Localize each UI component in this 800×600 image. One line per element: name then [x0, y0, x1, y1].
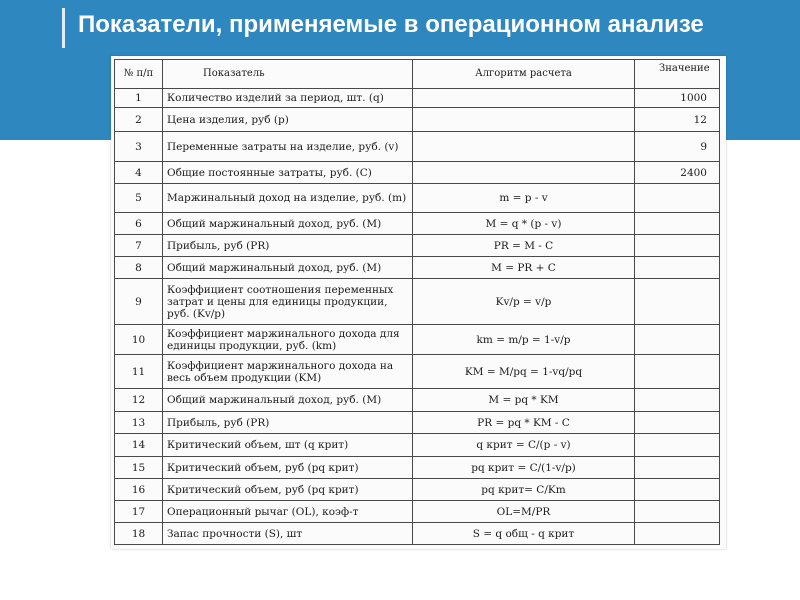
row-number-cell: 7	[115, 235, 163, 257]
algorithm-cell: М = pq * KM	[413, 389, 635, 412]
algorithm-cell	[413, 132, 635, 162]
table-row	[115, 355, 720, 389]
value-cell	[635, 523, 720, 545]
algorithm-cell: Kv/p = v/p	[413, 279, 635, 325]
indicator-name-cell: Общие постоянные затраты, руб. (С)	[163, 162, 413, 184]
value-cell	[635, 389, 720, 412]
row-number-cell: 1	[115, 89, 163, 108]
indicator-name-cell: Критический объем, руб (pq крит)	[163, 479, 413, 501]
algorithm-cell: OL=M/PR	[413, 501, 635, 523]
row-number-cell: 6	[115, 213, 163, 235]
value-cell	[635, 213, 720, 235]
row-number-cell: 18	[115, 523, 163, 545]
table-row	[115, 257, 720, 279]
value-cell: 1000	[635, 89, 720, 108]
table-row	[115, 184, 720, 213]
algorithm-cell	[413, 108, 635, 132]
algorithm-cell: km = m/p = 1-v/p	[413, 325, 635, 355]
indicator-name-cell: Коэффициент маржинального дохода для единицы продукции, руб. (km)	[163, 325, 413, 355]
row-number-cell: 5	[115, 184, 163, 213]
table-row	[115, 132, 720, 162]
row-number-cell: 10	[115, 325, 163, 355]
algorithm-cell: М = q * (p - v)	[413, 213, 635, 235]
algorithm-cell: m = p - v	[413, 184, 635, 213]
value-cell: 12	[635, 108, 720, 132]
row-number-cell: 13	[115, 412, 163, 434]
row-number-cell: 4	[115, 162, 163, 184]
value-cell	[635, 184, 720, 213]
value-cell	[635, 479, 720, 501]
indicator-name-cell: Операционный рычаг (OL), коэф-т	[163, 501, 413, 523]
table-row	[115, 89, 720, 108]
row-number-cell: 2	[115, 108, 163, 132]
algorithm-cell	[413, 89, 635, 108]
value-cell: 2400	[635, 162, 720, 184]
table-row	[115, 523, 720, 545]
indicator-name-cell: Общий маржинальный доход, руб. (М)	[163, 213, 413, 235]
algorithm-cell: q крит = C/(p - v)	[413, 434, 635, 457]
page-title: Показатели, применяемые в операционном анализе	[78, 11, 704, 38]
table-row	[115, 457, 720, 479]
row-number-cell: 15	[115, 457, 163, 479]
column-header-algorithm: Алгоритм расчета	[413, 60, 635, 89]
value-cell	[635, 279, 720, 325]
value-cell	[635, 257, 720, 279]
value-cell	[635, 457, 720, 479]
indicator-name-cell: Коэффициент маржинального дохода на весь объем продукции (KM)	[163, 355, 413, 389]
row-number-cell: 8	[115, 257, 163, 279]
algorithm-cell: pq крит= C/Km	[413, 479, 635, 501]
column-header-value: Значение	[635, 60, 720, 89]
table-row	[115, 479, 720, 501]
table-row	[115, 325, 720, 355]
row-number-cell: 9	[115, 279, 163, 325]
value-cell	[635, 325, 720, 355]
column-header-indicator: Показатель	[163, 60, 413, 89]
table-row	[115, 162, 720, 184]
indicator-name-cell: Количество изделий за период, шт. (q)	[163, 89, 413, 108]
indicator-name-cell: Общий маржинальный доход, руб. (М)	[163, 389, 413, 412]
table-row	[115, 501, 720, 523]
value-cell	[635, 501, 720, 523]
indicator-name-cell: Маржинальный доход на изделие, руб. (m)	[163, 184, 413, 213]
indicator-name-cell: Цена изделия, руб (р)	[163, 108, 413, 132]
table-row	[115, 108, 720, 132]
row-number-cell: 3	[115, 132, 163, 162]
row-number-cell: 12	[115, 389, 163, 412]
value-cell	[635, 235, 720, 257]
table-header-row	[115, 60, 720, 89]
row-number-cell: 16	[115, 479, 163, 501]
row-number-cell: 11	[115, 355, 163, 389]
column-header-number: № п/п	[115, 60, 163, 89]
table-row	[115, 434, 720, 457]
indicators-table	[114, 59, 720, 545]
table-row	[115, 235, 720, 257]
indicator-name-cell: Прибыль, руб (PR)	[163, 235, 413, 257]
indicator-name-cell: Прибыль, руб (PR)	[163, 412, 413, 434]
algorithm-cell: М = PR + C	[413, 257, 635, 279]
value-cell	[635, 412, 720, 434]
algorithm-cell: KM = M/pq = 1-vq/pq	[413, 355, 635, 389]
header-accent-bar	[62, 8, 65, 48]
indicator-name-cell: Переменные затраты на изделие, руб. (v)	[163, 132, 413, 162]
table-body	[115, 89, 720, 545]
indicator-name-cell: Критический объем, руб (pq крит)	[163, 457, 413, 479]
indicator-name-cell: Общий маржинальный доход, руб. (М)	[163, 257, 413, 279]
algorithm-cell: PR = М - С	[413, 235, 635, 257]
value-cell	[635, 355, 720, 389]
table-row	[115, 412, 720, 434]
algorithm-cell: S = q общ - q крит	[413, 523, 635, 545]
indicator-name-cell: Запас прочности (S), шт	[163, 523, 413, 545]
table-row	[115, 389, 720, 412]
scanned-table-image	[111, 56, 726, 549]
row-number-cell: 14	[115, 434, 163, 457]
indicator-name-cell: Критический объем, шт (q крит)	[163, 434, 413, 457]
row-number-cell: 17	[115, 501, 163, 523]
algorithm-cell	[413, 162, 635, 184]
table-row	[115, 213, 720, 235]
algorithm-cell: pq крит = C/(1-v/p)	[413, 457, 635, 479]
value-cell	[635, 434, 720, 457]
algorithm-cell: PR = pq * KM - C	[413, 412, 635, 434]
indicator-name-cell: Коэффициент соотношения переменных затрат и цены для единицы продукции, руб. (Kv/p)	[163, 279, 413, 325]
table-row	[115, 279, 720, 325]
value-cell: 9	[635, 132, 720, 162]
